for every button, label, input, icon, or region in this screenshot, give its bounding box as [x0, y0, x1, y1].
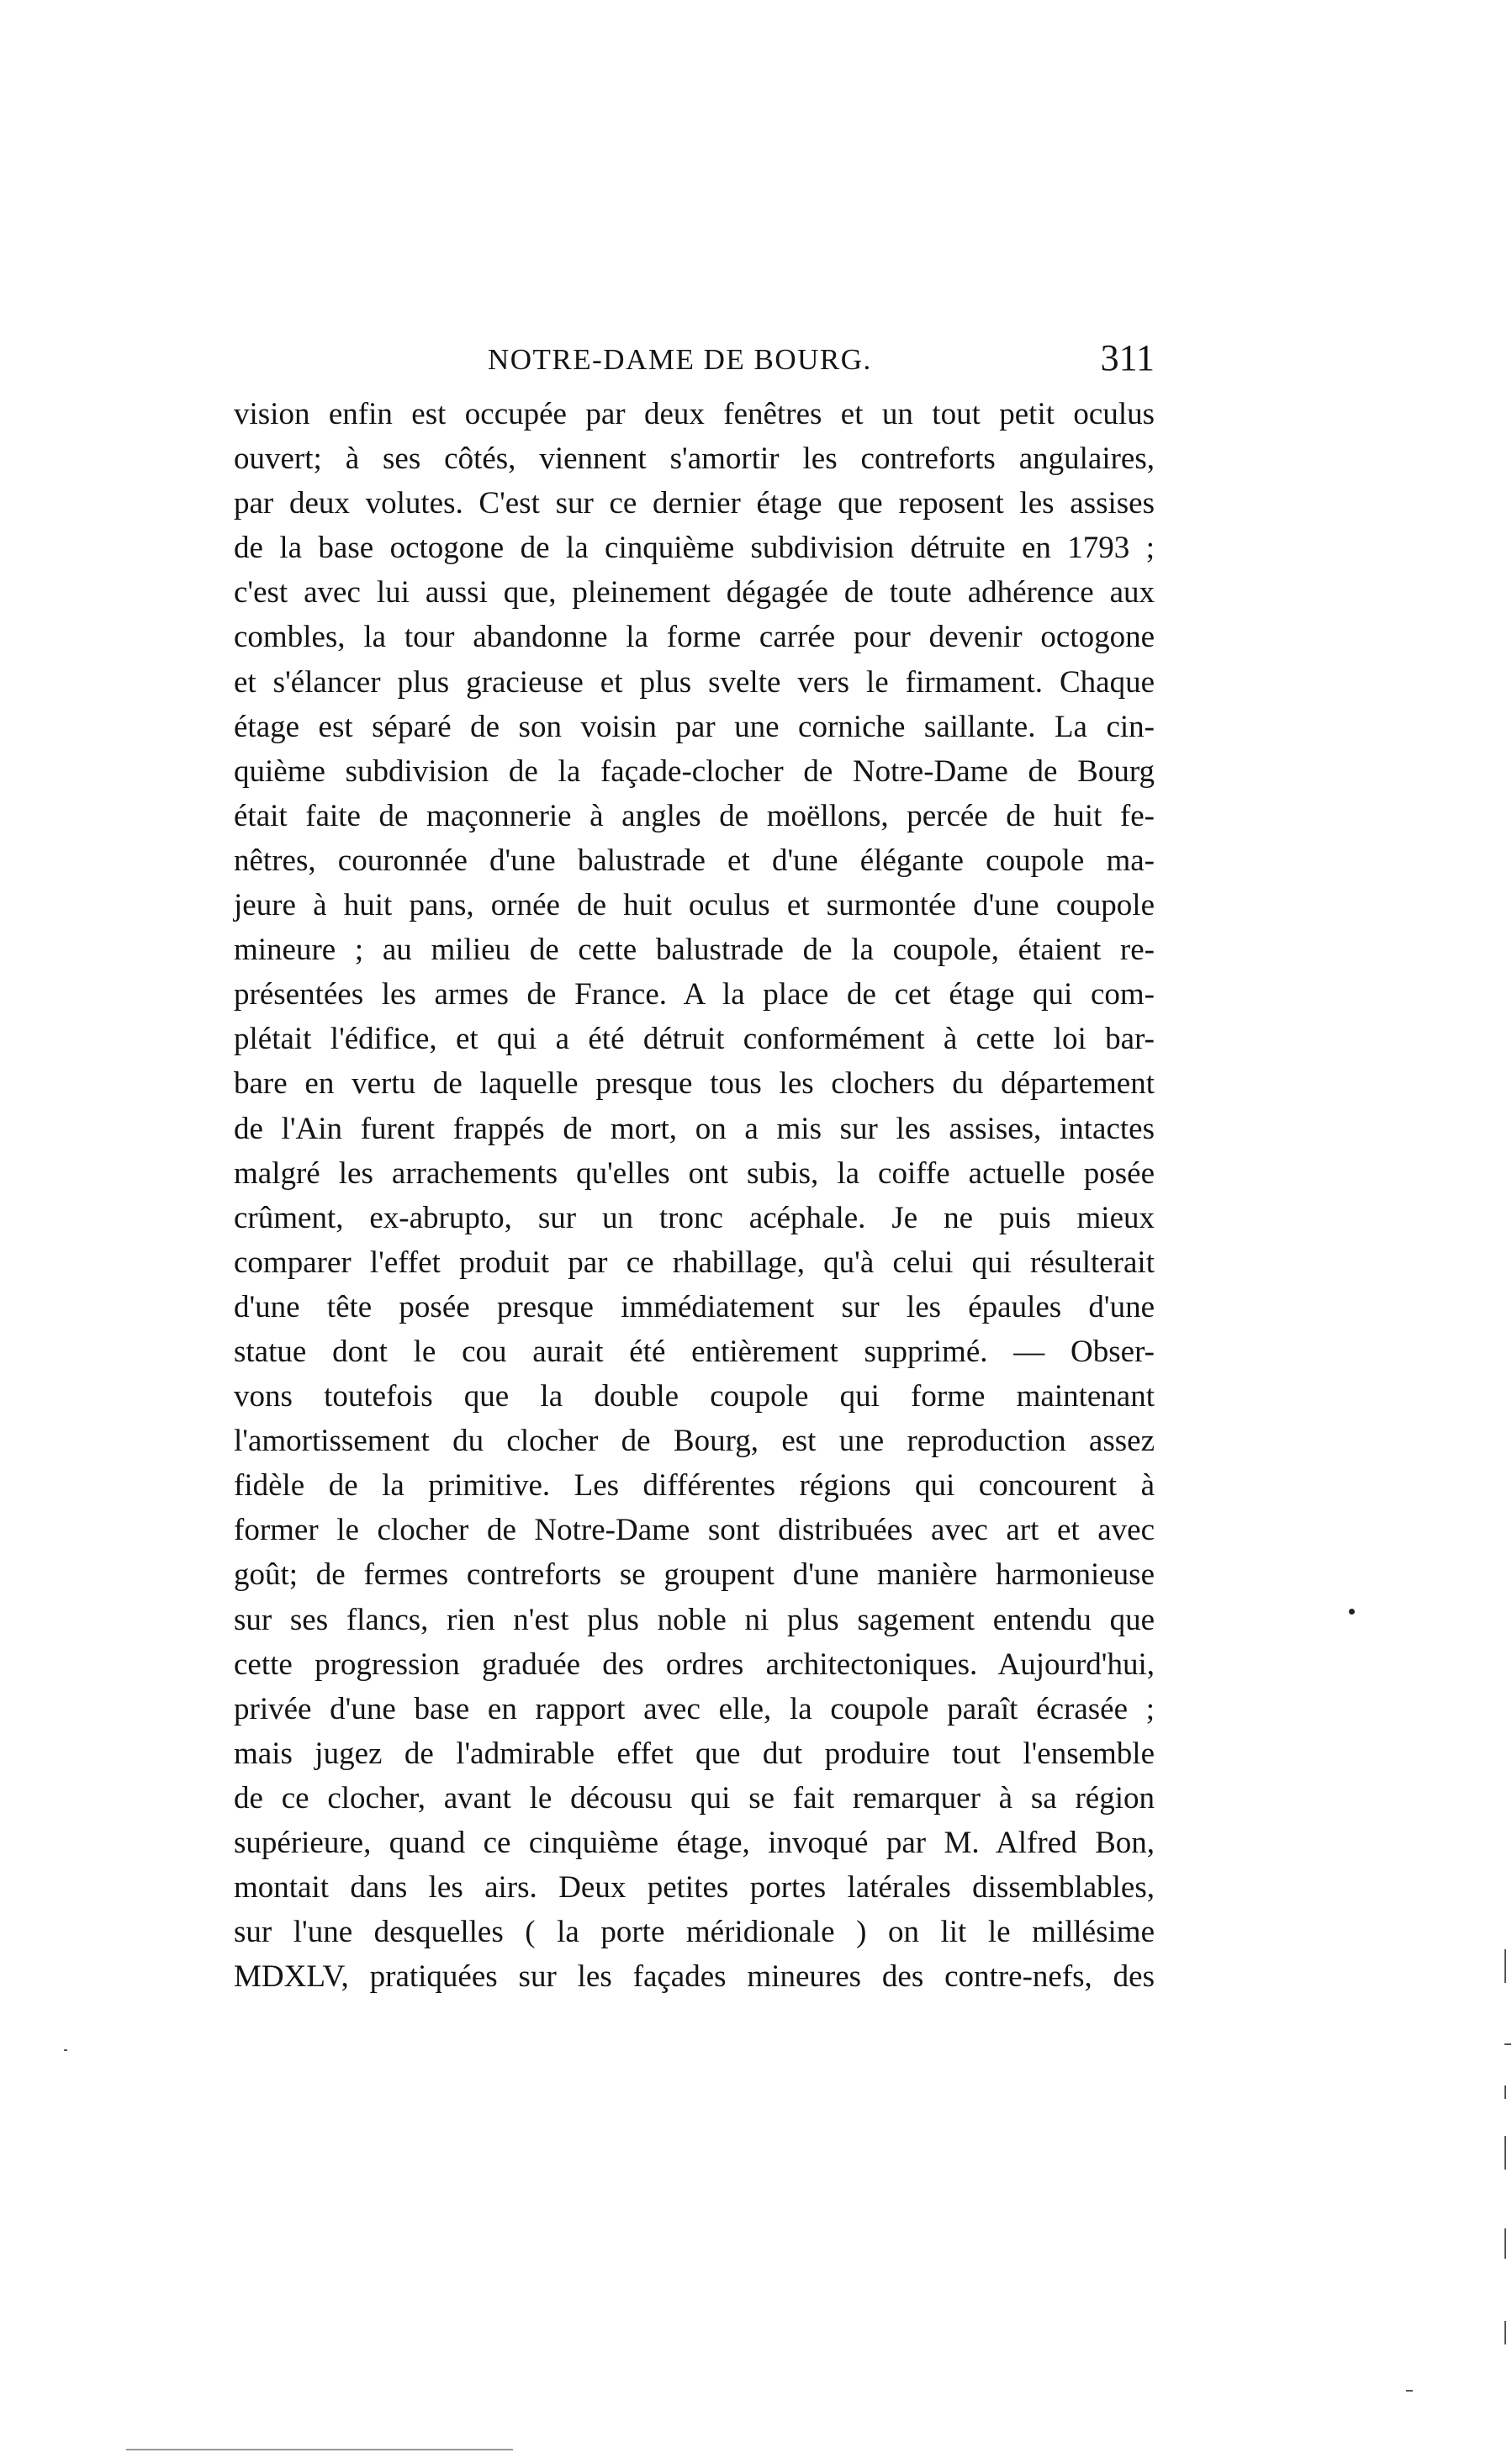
- scan-speck: [1504, 2136, 1506, 2170]
- text-line: nêtres, couronnée d'une balustrade et d'une élégante coupole ma-: [234, 843, 1155, 878]
- text-line: supérieure, quand ce cinquième étage, invoqué par M. Alfred Bon,: [234, 1826, 1155, 1860]
- text-line: c'est avec lui aussi que, pleinement dégagée de toute adhérence aux: [234, 575, 1155, 611]
- text-line: jeure à huit pans, ornée de huit oculus et surmontée d'une coupole: [234, 888, 1155, 923]
- text-line: former le clocher de Notre-Dame sont distribuées avec art et avec: [234, 1513, 1155, 1548]
- text-line: vons toutefois que la double coupole qui forme maintenant: [234, 1379, 1155, 1414]
- text-line: crûment, ex-abrupto, sur un tronc acéphale. Je ne puis mieux: [234, 1200, 1155, 1235]
- page-header: [234, 336, 1155, 387]
- scan-speck: [1504, 2043, 1511, 2045]
- scan-speck: [1504, 2321, 1506, 2344]
- text-line: comparer l'effet produit par ce rhabillage, qu'à celui qui résulterait: [234, 1245, 1155, 1280]
- text-line: bare en vertu de laquelle presque tous les clochers du département: [234, 1066, 1155, 1102]
- scan-speck: [64, 2049, 67, 2051]
- text-line: cette progression graduée des ordres architectoniques. Aujourd'hui,: [234, 1647, 1155, 1682]
- scan-speck: [1504, 2085, 1506, 2099]
- text-line: était faite de maçonnerie à angles de moëllons, percée de huit fe-: [234, 798, 1155, 833]
- text-line: fidèle de la primitive. Les différentes régions qui concourent à: [234, 1468, 1155, 1504]
- text-line: mineure ; au milieu de cette balustrade de la coupole, étaient re-: [234, 933, 1155, 968]
- text-line: plétait l'édifice, et qui a été détruit conformément à cette loi bar-: [234, 1022, 1155, 1057]
- text-line: MDXLV, pratiquées sur les façades mineures des contre-nefs, des: [234, 1959, 1155, 1995]
- scan-speck: [126, 2449, 513, 2450]
- text-line: et s'élancer plus gracieuse et plus svelte vers le firmament. Chaque: [234, 664, 1155, 700]
- text-line: par deux volutes. C'est sur ce dernier étage que reposent les assises: [234, 486, 1155, 521]
- text-line: privée d'une base en rapport avec elle, la coupole paraît écrasée ;: [234, 1691, 1155, 1726]
- scan-speck: [1504, 2228, 1506, 2259]
- text-line: d'une tête posée presque immédiatement sur les épaules d'une: [234, 1289, 1155, 1324]
- text-line: mais jugez de l'admirable effet que dut produire tout l'ensemble: [234, 1736, 1155, 1771]
- scan-speck: [1406, 2390, 1413, 2392]
- text-line: montait dans les airs. Deux petites portes latérales dissemblables,: [234, 1870, 1155, 1906]
- text-line: de ce clocher, avant le décousu qui se fait remarquer à sa région: [234, 1780, 1155, 1816]
- running-title: NOTRE-DAME DE BOURG.: [488, 343, 872, 376]
- text-line: sur l'une desquelles ( la porte méridionale ) on lit le millésime: [234, 1915, 1155, 1950]
- text-line: ouvert; à ses côtés, viennent s'amortir les contreforts angulaires,: [234, 441, 1155, 477]
- text-line: vision enfin est occupée par deux fenêtres et un tout petit oculus: [234, 397, 1155, 431]
- text-line: goût; de fermes contreforts se groupent d'une manière harmonieuse: [234, 1557, 1155, 1593]
- scan-speck: [1504, 1949, 1506, 1983]
- text-line: de l'Ain furent frappés de mort, on a mis sur les assises, intactes: [234, 1111, 1155, 1146]
- text-line: statue dont le cou aurait été entièrement supprimé. — Obser-: [234, 1334, 1155, 1369]
- text-line: présentées les armes de France. A la place de cet étage qui com-: [234, 977, 1155, 1012]
- text-line: sur ses flancs, rien n'est plus noble ni plus sagement entendu que: [234, 1602, 1155, 1637]
- text-line: l'amortissement du clocher de Bourg, est une reproduction assez: [234, 1424, 1155, 1459]
- text-line: de la base octogone de la cinquième subdivision détruite en 1793 ;: [234, 531, 1155, 566]
- scan-speck: [1349, 1609, 1355, 1615]
- text-line: quième subdivision de la façade-clocher de Notre-Dame de Bourg: [234, 753, 1155, 789]
- page-number: 311: [1100, 337, 1155, 378]
- text-line: combles, la tour abandonne la forme carrée pour devenir octogone: [234, 620, 1155, 655]
- body-text: [234, 392, 1155, 1999]
- text-line: étage est séparé de son voisin par une corniche saillante. La cin-: [234, 709, 1155, 744]
- text-line: malgré les arrachements qu'elles ont subis, la coiffe actuelle posée: [234, 1155, 1155, 1191]
